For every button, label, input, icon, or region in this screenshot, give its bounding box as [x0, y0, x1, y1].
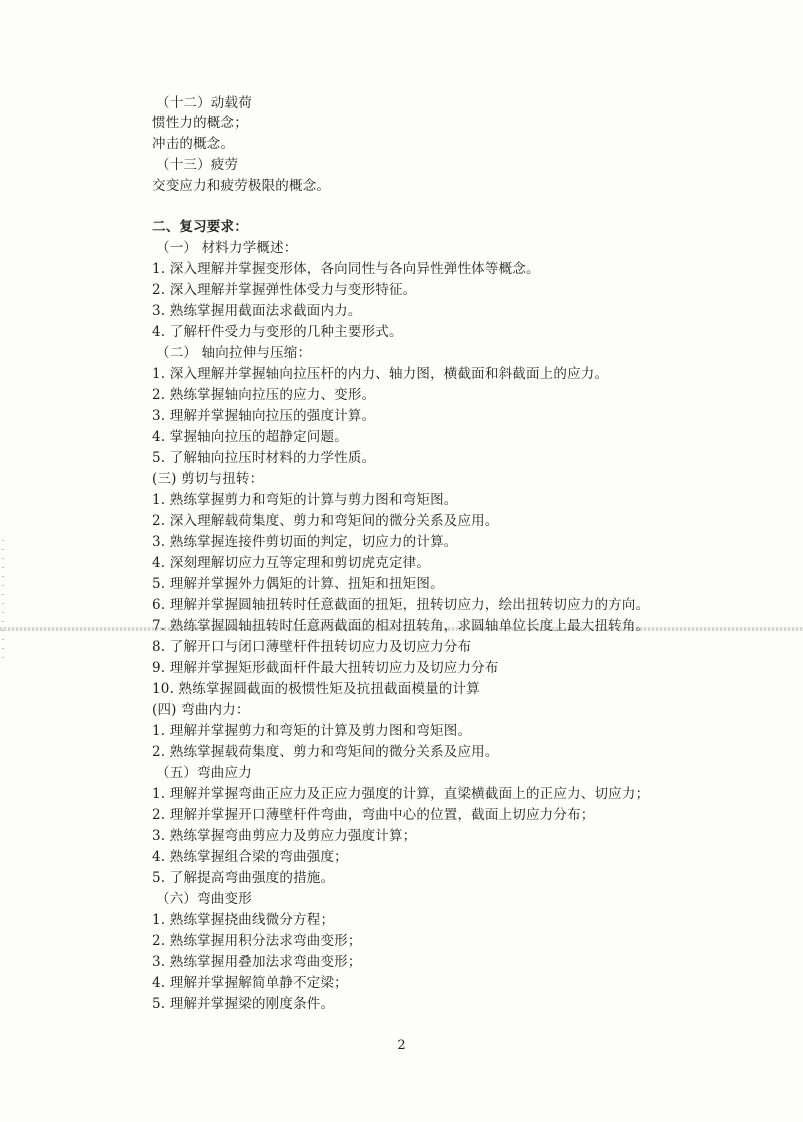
- text-line: 冲击的概念。: [152, 136, 235, 152]
- list-item: 9. 理解并掌握矩形截面杆件最大扭转切应力及切应力分布: [152, 660, 499, 676]
- section-heading-dynamic-load: （十二）动载荷: [156, 95, 252, 111]
- section-heading-fatigue: （十三）疲劳: [156, 157, 239, 173]
- list-item: 3. 熟练掌握用截面法求截面内力。: [152, 303, 362, 319]
- list-item: 3. 熟练掌握弯曲剪应力及剪应力强度计算；: [152, 828, 417, 844]
- list-item: 3. 熟练掌握连接件剪切面的判定，切应力的计算。: [152, 534, 458, 550]
- list-item: 1. 熟练掌握挠曲线微分方程；: [152, 912, 335, 928]
- list-item: 10. 熟练掌握圆截面的极惯性矩及抗扭截面模量的计算: [152, 681, 480, 697]
- list-item: 2. 熟练掌握用积分法求弯曲变形；: [152, 933, 362, 949]
- subsection-heading: （六）弯曲变形: [156, 891, 252, 907]
- list-item: 2. 理解并掌握开口薄壁杆件弯曲，弯曲中心的位置，截面上切应力分布；: [152, 807, 595, 823]
- list-item: 3. 熟练掌握用叠加法求弯曲变形；: [152, 954, 362, 970]
- list-item: 5. 了解提高弯曲强度的措施。: [152, 870, 335, 886]
- subsection-heading: （一） 材料力学概述：: [156, 240, 298, 256]
- list-item: 4. 深刻理解切应力互等定理和剪切虎克定律。: [152, 555, 431, 571]
- list-item: 5. 理解并掌握外力偶矩的计算、扭矩和扭矩图。: [152, 576, 444, 592]
- list-item: 1. 理解并掌握弯曲正应力及正应力强度的计算，直梁横截面上的正应力、切应力；: [152, 786, 650, 802]
- list-item: 1. 理解并掌握剪力和弯矩的计算及剪力图和弯矩图。: [152, 723, 472, 739]
- list-item: 4. 理解并掌握解简单静不定梁；: [152, 975, 348, 991]
- subsection-heading: （五）弯曲应力: [156, 765, 252, 781]
- list-item: 3. 理解并掌握轴向拉压的强度计算。: [152, 408, 376, 424]
- subsection-heading: （二） 轴向拉伸与压缩：: [156, 345, 312, 361]
- list-item: 1. 深入理解并掌握变形体，各向同性与各向异性弹性体等概念。: [152, 261, 540, 277]
- text-line: 惯性力的概念；: [152, 115, 248, 131]
- list-item: 5. 了解轴向拉压时材料的力学性质。: [152, 450, 376, 466]
- list-item: 2. 熟练掌握轴向拉压的应力、变形。: [152, 387, 376, 403]
- main-heading-review-requirements: 二、复习要求：: [152, 219, 248, 235]
- list-item: 2. 深入理解载荷集度、剪力和弯矩间的微分关系及应用。: [152, 513, 499, 529]
- list-item: 2. 深入理解并掌握弹性体受力与变形特征。: [152, 282, 417, 298]
- list-item: 7. 熟练掌握圆轴扭转时任意两截面的相对扭转角，求圆轴单位长度上最大扭转角。: [152, 618, 650, 634]
- subsection-heading: (四) 弯曲内力：: [152, 702, 250, 718]
- subsection-heading: (三) 剪切与扭转：: [152, 471, 264, 487]
- list-item: 5. 理解并掌握梁的刚度条件。: [152, 996, 335, 1012]
- list-item: 4. 了解杆件受力与变形的几种主要形式。: [152, 324, 403, 340]
- scan-edge-marks: [2, 540, 4, 660]
- list-item: 4. 熟练掌握组合梁的弯曲强度；: [152, 849, 348, 865]
- list-item: 1. 深入理解并掌握轴向拉压杆的内力、轴力图，横截面和斜截面上的应力。: [152, 366, 609, 382]
- list-item: 2. 熟练掌握载荷集度、剪力和弯矩间的微分关系及应用。: [152, 744, 499, 760]
- list-item: 8. 了解开口与闭口薄壁杆件扭转切应力及切应力分布: [152, 639, 472, 655]
- text-line: 交变应力和疲劳极限的概念。: [152, 178, 331, 194]
- list-item: 6. 理解并掌握圆轴扭转时任意截面的扭矩，扭转切应力，绘出扭转切应力的方向。: [152, 597, 650, 613]
- page-number: 2: [397, 1038, 406, 1053]
- list-item: 4. 掌握轴向拉压的超静定问题。: [152, 429, 348, 445]
- list-item: 1. 熟练掌握剪力和弯矩的计算与剪力图和弯矩图。: [152, 492, 458, 508]
